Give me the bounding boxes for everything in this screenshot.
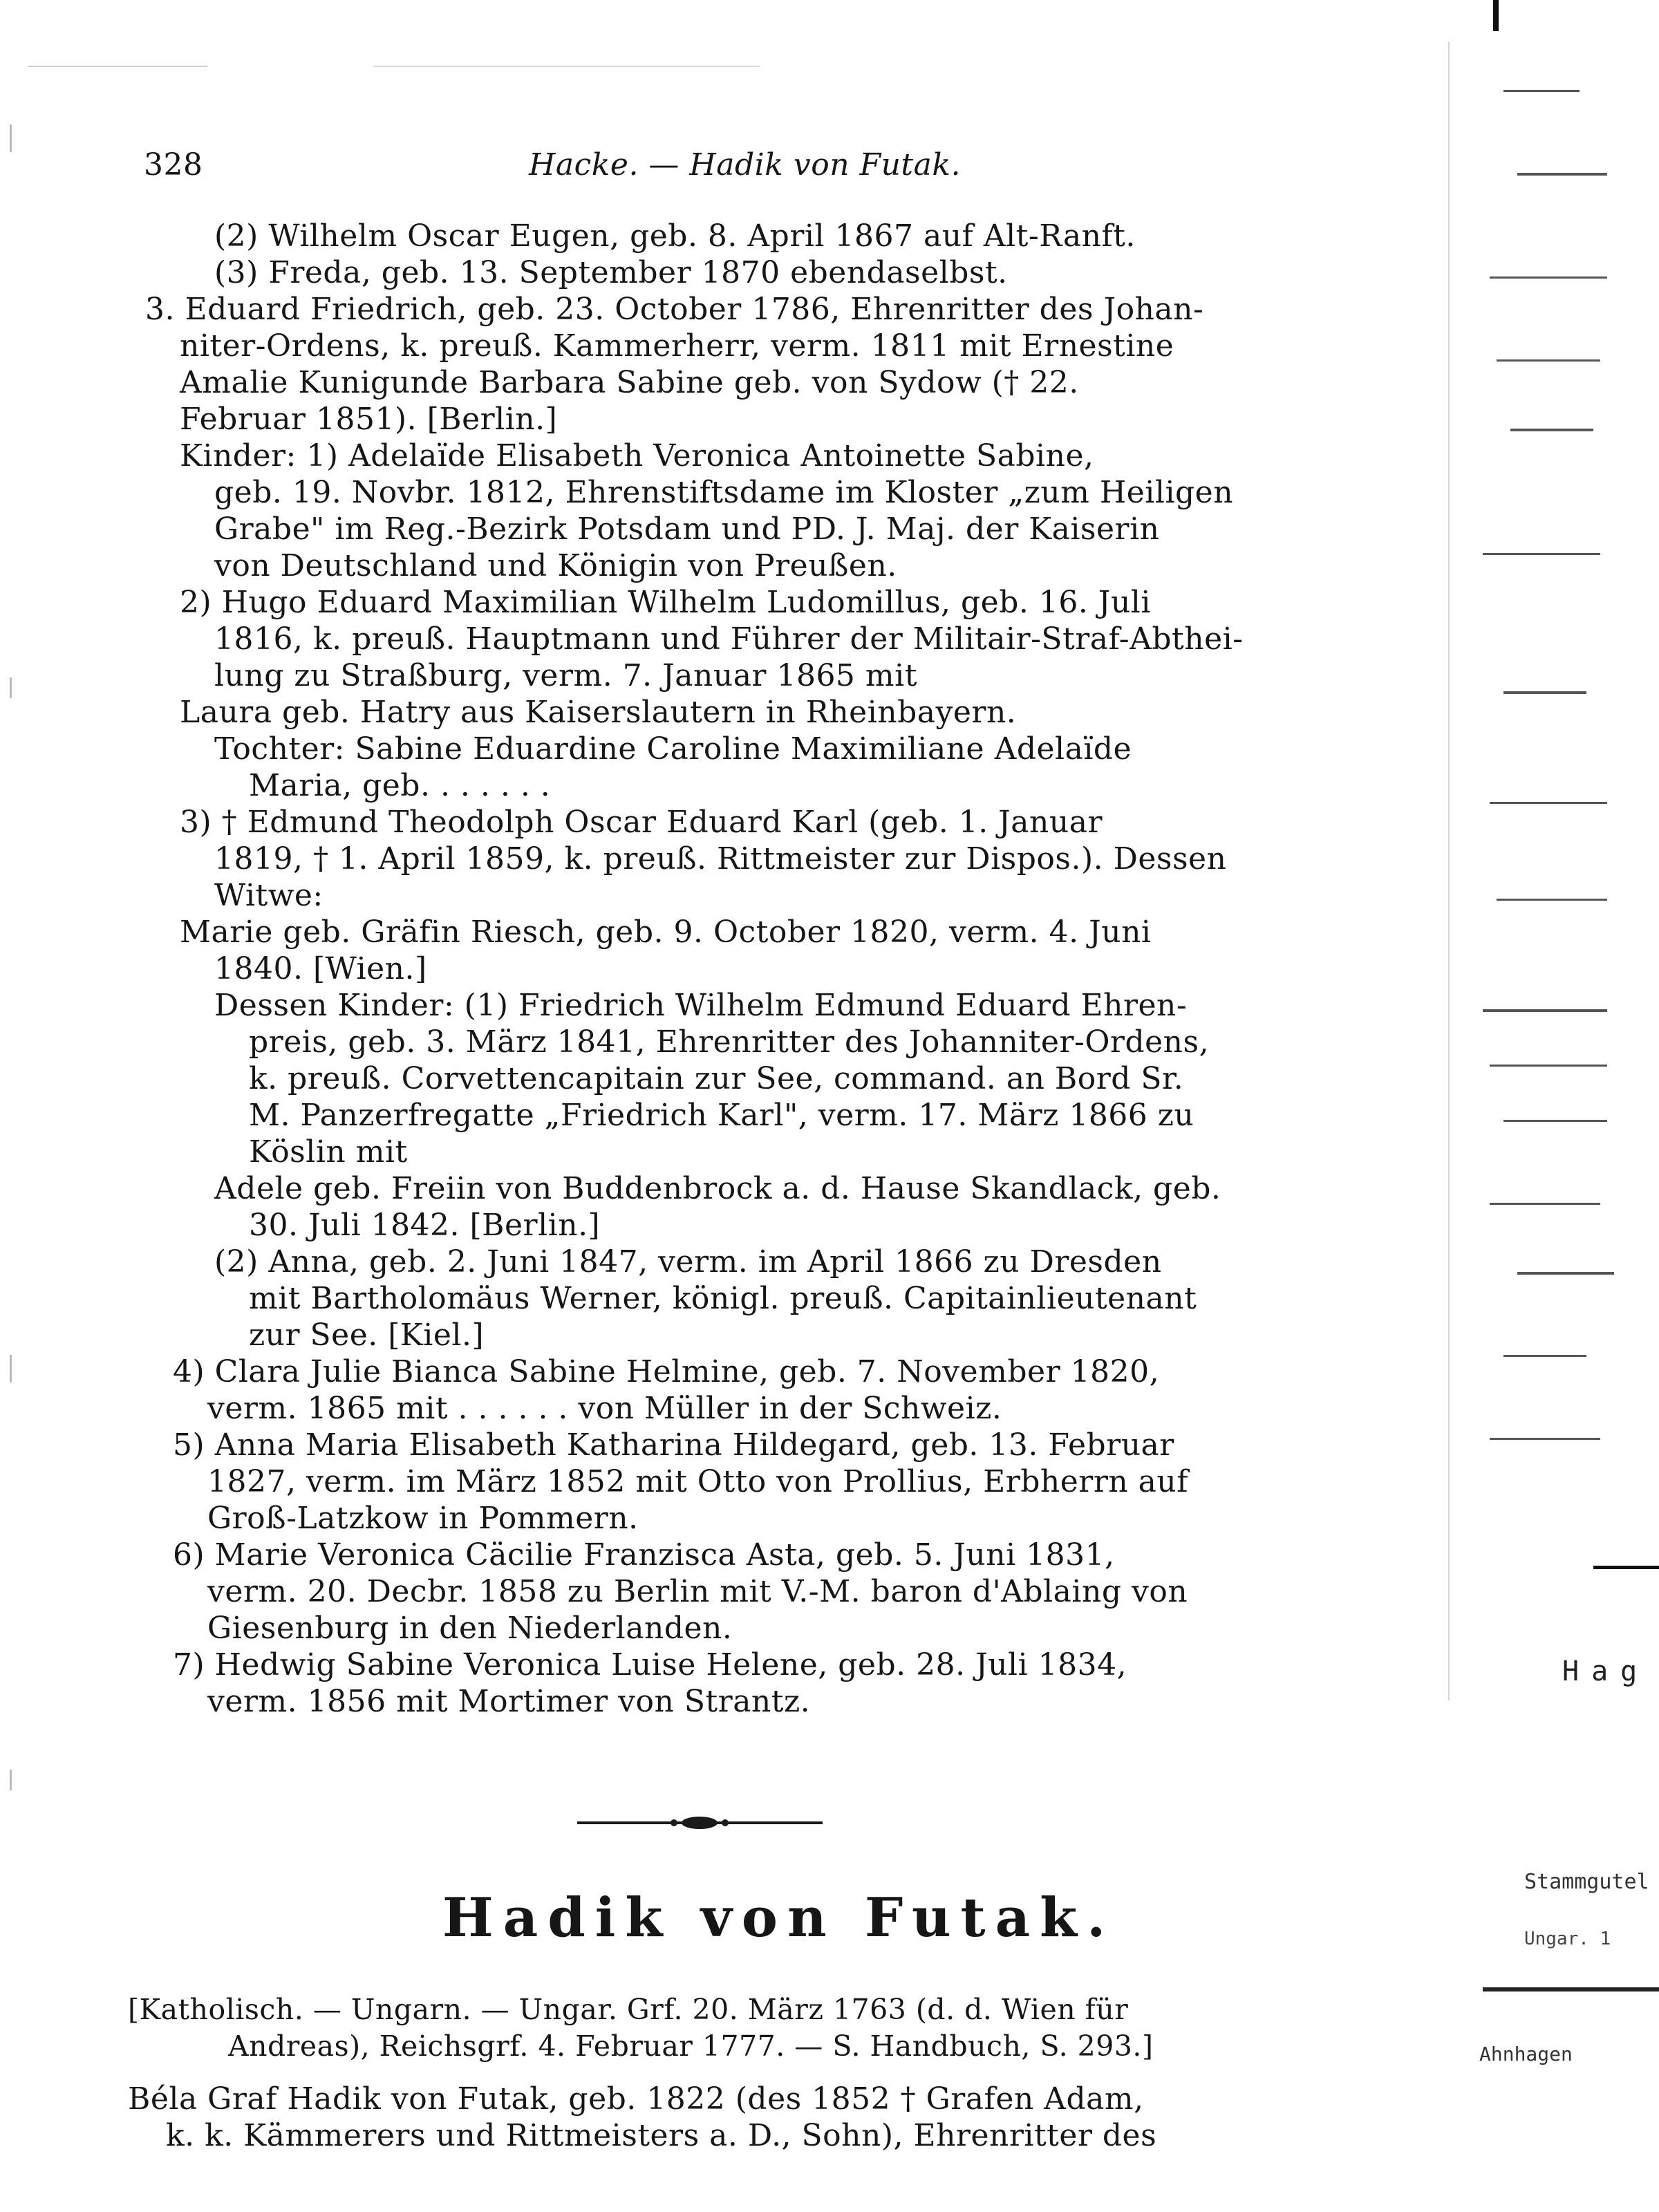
page-gutter bbox=[1448, 41, 1450, 1700]
text-line: 7) Hedwig Sabine Veronica Luise Helene, geb. 28. Juli 1834, bbox=[173, 1647, 1127, 1683]
facing-page-edge bbox=[1448, 0, 1659, 2212]
text-line: verm. 1865 mit . . . . . . von Müller in der Schweiz. bbox=[207, 1391, 1002, 1426]
text-line: 3) † Edmund Theodolph Oscar Eduard Karl (geb. 1. Januar bbox=[180, 805, 1103, 840]
text-line: lung zu Straßburg, verm. 7. Januar 1865 mit bbox=[214, 658, 917, 693]
text-line: preis, geb. 3. März 1841, Ehrenritter des Johanniter-Ordens, bbox=[249, 1024, 1210, 1060]
text-line: geb. 19. Novbr. 1812, Ehrenstiftsdame im Kloster „zum Heiligen bbox=[214, 475, 1234, 510]
section-intro-line: [Katholisch. — Ungarn. — Ungar. Grf. 20. März 1763 (d. d. Wien für bbox=[128, 1993, 1129, 2026]
text-line: Maria, geb. . . . . . . bbox=[249, 768, 551, 803]
margin-mark bbox=[10, 1770, 12, 1790]
text-line: Groß-Latzkow in Pommern. bbox=[207, 1501, 639, 1536]
text-line: Witwe: bbox=[214, 878, 324, 913]
text-line: Kinder: 1) Adelaïde Elisabeth Veronica Antoinette Sabine, bbox=[180, 438, 1094, 474]
bleed-text: Hag bbox=[1562, 1656, 1650, 1687]
text-line: niter-Ordens, k. preuß. Kammerherr, verm. 1811 mit Ernestine bbox=[180, 328, 1174, 364]
text-line: (2) Wilhelm Oscar Eugen, geb. 8. April 1867 auf Alt-Ranft. bbox=[214, 218, 1136, 254]
text-line: verm. 20. Decbr. 1858 zu Berlin mit V.-M. baron d'Ablaing von bbox=[207, 1574, 1188, 1609]
bleed-text: Ungar. 1 bbox=[1524, 1929, 1611, 1949]
text-line: 5) Anna Maria Elisabeth Katharina Hildegard, geb. 13. Februar bbox=[173, 1427, 1174, 1463]
text-line: Amalie Kunigunde Barbara Sabine geb. von Sydow († 22. bbox=[180, 365, 1079, 400]
text-line: Köslin mit bbox=[249, 1134, 408, 1170]
text-line: (3) Freda, geb. 13. September 1870 ebendaselbst. bbox=[214, 255, 1008, 290]
text-line: mit Bartholomäus Werner, königl. preuß. Capitainlieutenant bbox=[249, 1281, 1197, 1316]
text-line: 1819, † 1. April 1859, k. preuß. Rittmeister zur Dispos.). Dessen bbox=[214, 841, 1227, 877]
edge-mark bbox=[1493, 0, 1499, 31]
margin-mark bbox=[10, 1355, 12, 1382]
text-line: Dessen Kinder: (1) Friedrich Wilhelm Edmund Eduard Ehren- bbox=[214, 988, 1188, 1023]
margin-mark bbox=[10, 677, 12, 698]
text-line: Grabe" im Reg.-Bezirk Potsdam und PD. J. Maj. der Kaiserin bbox=[214, 512, 1160, 547]
text-line: Adele geb. Freiin von Buddenbrock a. d. Hause Skandlack, geb. bbox=[214, 1171, 1221, 1206]
bleed-text-noise bbox=[1476, 69, 1656, 1521]
text-line: Marie geb. Gräfin Riesch, geb. 9. October 1820, verm. 4. Juni bbox=[180, 915, 1152, 950]
text-line: 30. Juli 1842. [Berlin.] bbox=[249, 1208, 601, 1243]
text-line: verm. 1856 mit Mortimer von Strantz. bbox=[207, 1684, 811, 1719]
section-divider bbox=[577, 1812, 823, 1833]
section-title: Hadik von Futak. bbox=[442, 1886, 1116, 1949]
text-line: 1840. [Wien.] bbox=[214, 951, 427, 986]
text-line: Februar 1851). [Berlin.] bbox=[180, 402, 558, 437]
text-line: 2) Hugo Eduard Maximilian Wilhelm Ludomillus, geb. 16. Juli bbox=[180, 585, 1151, 620]
section-intro-line: Andreas), Reichsgrf. 4. Februar 1777. — S. Handbuch, S. 293.] bbox=[228, 2030, 1154, 2063]
top-edge-mark bbox=[28, 66, 207, 67]
running-title: Hacke. — Hadik von Futak. bbox=[529, 147, 961, 182]
text-line: M. Panzerfregatte „Friedrich Karl", verm. 17. März 1866 zu bbox=[249, 1098, 1194, 1133]
top-edge-mark bbox=[373, 66, 760, 67]
text-line: 4) Clara Julie Bianca Sabine Helmine, geb. 7. November 1820, bbox=[173, 1354, 1160, 1389]
text-line: 3. Eduard Friedrich, geb. 23. October 1786, Ehrenritter des Johan- bbox=[145, 292, 1204, 327]
text-line: von Deutschland und Königin von Preußen. bbox=[214, 548, 897, 583]
bleed-text: Ahnhagen bbox=[1479, 2043, 1573, 2065]
text-line: Béla Graf Hadik von Futak, geb. 1822 (des 1852 † Grafen Adam, bbox=[128, 2081, 1144, 2117]
bleed-text: Stammgutel bbox=[1524, 1870, 1649, 1894]
text-line: k. preuß. Corvettencapitain zur See, command. an Bord Sr. bbox=[249, 1061, 1184, 1096]
text-line: Laura geb. Hatry aus Kaiserslautern in Rheinbayern. bbox=[180, 695, 1017, 730]
text-line: Tochter: Sabine Eduardine Caroline Maximiliane Adelaïde bbox=[214, 731, 1132, 767]
edge-rule bbox=[1483, 1987, 1659, 1991]
margin-mark bbox=[10, 124, 12, 152]
text-line: 6) Marie Veronica Cäcilie Franzisca Asta, geb. 5. Juni 1831, bbox=[173, 1537, 1115, 1573]
text-line: (2) Anna, geb. 2. Juni 1847, verm. im April 1866 zu Dresden bbox=[214, 1244, 1162, 1280]
text-line: k. k. Kämmerers und Rittmeisters a. D., Sohn), Ehrenritter des bbox=[166, 2118, 1157, 2153]
text-line: Giesenburg in den Niederlanden. bbox=[207, 1611, 733, 1646]
edge-rule bbox=[1593, 1566, 1659, 1569]
text-line: 1816, k. preuß. Hauptmann und Führer der Militair-Straf-Abthei- bbox=[214, 621, 1244, 657]
text-line: 1827, verm. im März 1852 mit Otto von Prollius, Erbherrn auf bbox=[207, 1464, 1189, 1499]
text-line: zur See. [Kiel.] bbox=[249, 1318, 485, 1353]
page-number: 328 bbox=[144, 147, 203, 182]
